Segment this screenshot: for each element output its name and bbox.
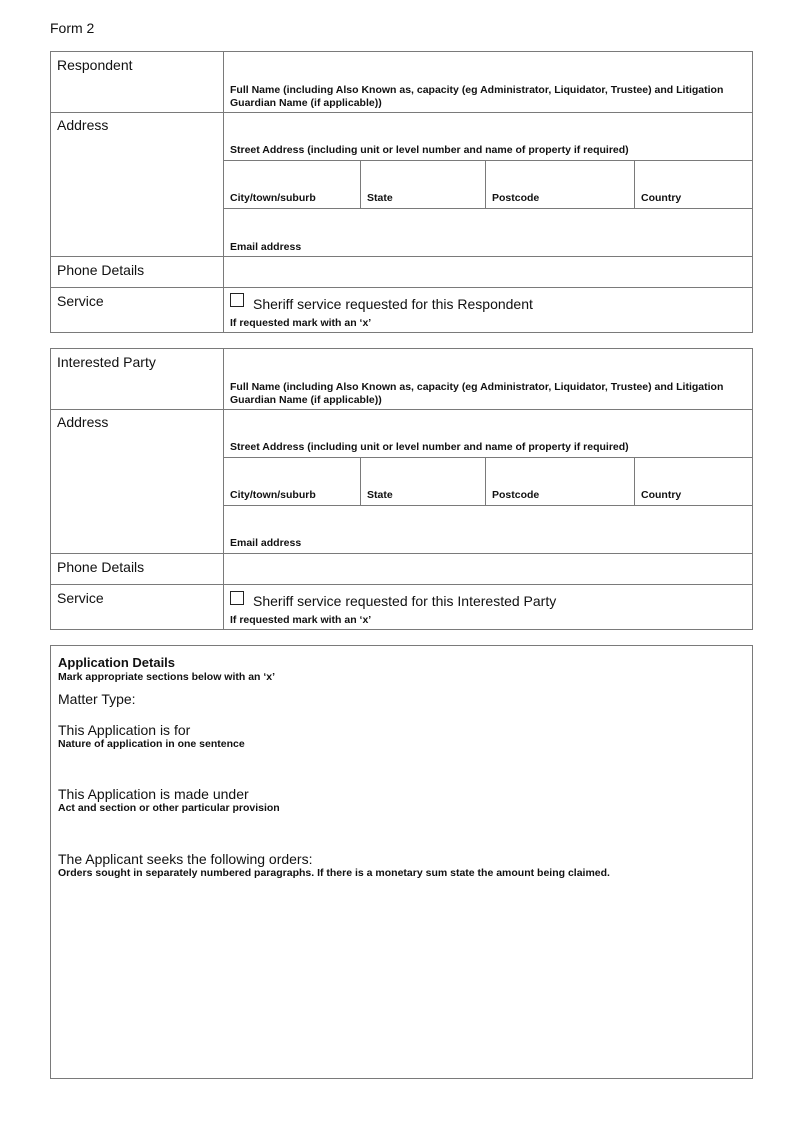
row-divider — [51, 112, 752, 113]
cell-divider — [485, 458, 486, 505]
cell-divider — [485, 161, 486, 208]
row-divider — [224, 457, 752, 458]
interested-party-address-label: Address — [57, 414, 109, 430]
interested-party-full-name-field[interactable]: Full Name (including Also Known as, capacity (eg Administrator, Liquidator, Trustee) and Litigation Guardian Name (if applicable)) — [230, 381, 724, 406]
respondent-sheriff-hint: If requested mark with an ‘x’ — [230, 317, 372, 329]
interested-party-phone-label: Phone Details — [57, 559, 145, 575]
application-under-hint: Act and section or other particular provision — [58, 802, 280, 814]
respondent-postcode-field[interactable]: Postcode — [492, 192, 540, 204]
interested-party-sheriff-text: Sheriff service requested for this Interested Party — [253, 593, 557, 609]
row-divider — [224, 160, 752, 161]
cell-divider — [634, 458, 635, 505]
respondent-full-name-field[interactable]: Full Name (including Also Known as, capacity (eg Administrator, Liquidator, Trustee) and Litigation Guardian Name (if applicable)) — [230, 84, 724, 109]
application-for-label: This Application is for — [58, 722, 191, 738]
application-for-hint: Nature of application in one sentence — [58, 738, 245, 750]
respondent-service-label: Service — [57, 293, 104, 309]
respondent-state-field[interactable]: State — [367, 192, 393, 204]
interested-party-sheriff-hint: If requested mark with an ‘x’ — [230, 614, 372, 626]
respondent-address-label: Address — [57, 117, 109, 133]
respondent-sheriff-text: Sheriff service requested for this Respondent — [253, 296, 533, 312]
respondent-email-field[interactable]: Email address — [230, 241, 302, 253]
interested-party-postcode-field[interactable]: Postcode — [492, 489, 540, 501]
interested-party-state-field[interactable]: State — [367, 489, 393, 501]
interested-party-country-field[interactable]: Country — [641, 489, 682, 501]
matter-type-label: Matter Type: — [58, 691, 136, 707]
respondent-phone-label: Phone Details — [57, 262, 145, 278]
row-divider — [51, 584, 752, 585]
row-divider — [224, 208, 752, 209]
orders-hint: Orders sought in separately numbered paragraphs. If there is a monetary sum state the amount being claimed. — [58, 867, 610, 879]
respondent-city-field[interactable]: City/town/suburb — [230, 192, 316, 204]
interested-party-email-field[interactable]: Email address — [230, 537, 302, 549]
row-divider — [51, 287, 752, 288]
interested-party-column-divider — [223, 349, 224, 629]
application-under-label: This Application is made under — [58, 786, 249, 802]
cell-divider — [360, 458, 361, 505]
interested-party-heading: Interested Party — [57, 354, 156, 370]
respondent-country-field[interactable]: Country — [641, 192, 682, 204]
respondent-street-field[interactable]: Street Address (including unit or level number and name of property if required) — [230, 144, 629, 156]
respondent-column-divider — [223, 52, 224, 332]
respondent-sheriff-checkbox[interactable] — [230, 293, 244, 307]
application-subheading: Mark appropriate sections below with an ‘x’ — [58, 671, 276, 683]
cell-divider — [360, 161, 361, 208]
row-divider — [224, 505, 752, 506]
cell-divider — [634, 161, 635, 208]
respondent-heading: Respondent — [57, 57, 133, 73]
interested-party-service-label: Service — [57, 590, 104, 606]
row-divider — [51, 409, 752, 410]
application-heading: Application Details — [58, 655, 176, 670]
respondent-phone-field[interactable] — [224, 257, 752, 287]
interested-party-city-field[interactable]: City/town/suburb — [230, 489, 316, 501]
interested-party-sheriff-checkbox[interactable] — [230, 591, 244, 605]
interested-party-street-field[interactable]: Street Address (including unit or level number and name of property if required) — [230, 441, 629, 453]
form-title: Form 2 — [50, 20, 95, 36]
interested-party-phone-field[interactable] — [224, 554, 752, 584]
orders-label: The Applicant seeks the following orders: — [58, 851, 313, 867]
